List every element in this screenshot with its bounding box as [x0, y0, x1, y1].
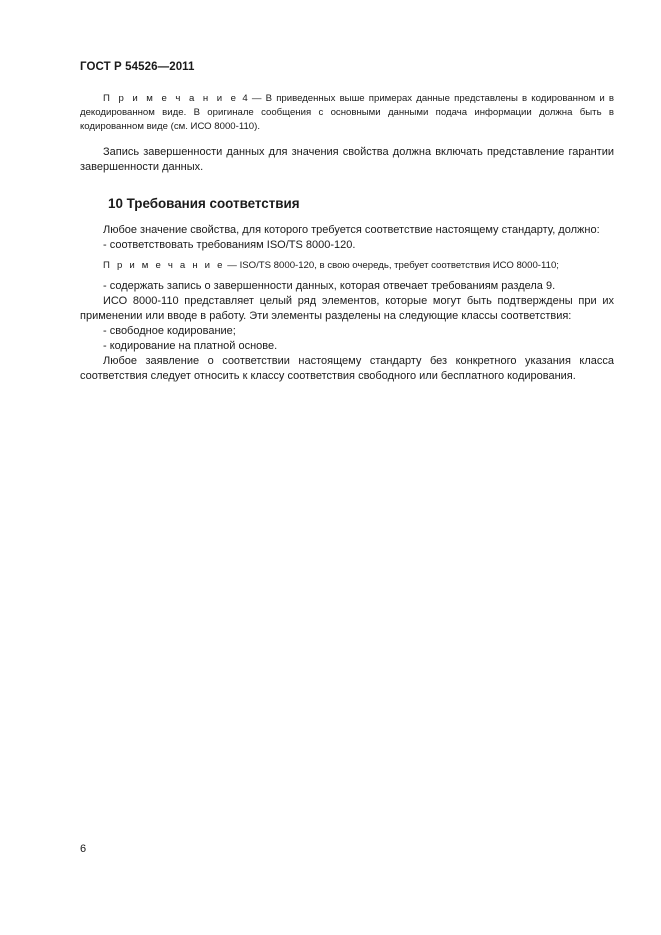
section-heading: 10 Требования соответствия: [108, 195, 300, 211]
note-iso-120: [80, 259, 614, 273]
page-number: 6: [80, 843, 87, 855]
list-item-iso-120: - соответствовать требованиям ISO/TS 8000-120.: [103, 238, 356, 251]
section-intro: Любое значение свойства, для которого требуется соответствие настоящему стандарту, должно:: [103, 223, 600, 236]
note-text: — ISO/TS 8000-120, в свою очередь, требует соответствия ИСО 8000-110;: [224, 259, 559, 271]
paragraph-completeness: Запись завершенности данных для значения свойства должна включать представление гарантии завершенности данных.: [80, 145, 614, 173]
note-4: [80, 92, 614, 135]
paragraph-closing: Любое заявление о соответствии настоящему стандарту без конкретного указания класса соответствия следует относить к классу соответствия свободного или бесплатного кодирования.: [80, 354, 614, 382]
list-item-record: - содержать запись о завершенности данных, которая отвечает требованиям раздела 9.: [103, 279, 556, 292]
standard-id: ГОСТ Р 54526—2011: [80, 61, 195, 73]
note-label: П р и м е ч а н и е: [103, 259, 225, 271]
note-text: 4 — В приведенных выше примерах данные представлены в кодированном и в декодированном виде. В оригинале сообщения с основными данными подача информации должна быть в кодированном виде (см. ИСО 8000-110).: [80, 93, 614, 133]
page-content: [80, 92, 614, 384]
list-item-free-coding: - свободное кодирование;: [103, 324, 236, 337]
paragraph-iso-110: ИСО 8000-110 представляет целый ряд элементов, которые могут быть подтверждены при их применении или вводе в работу. Эти элементы разделены на следующие классы соответствия:: [80, 294, 614, 322]
note-label: П р и м е ч а н и е: [103, 93, 239, 104]
list-item-paid-coding: - кодирование на платной основе.: [103, 339, 278, 352]
